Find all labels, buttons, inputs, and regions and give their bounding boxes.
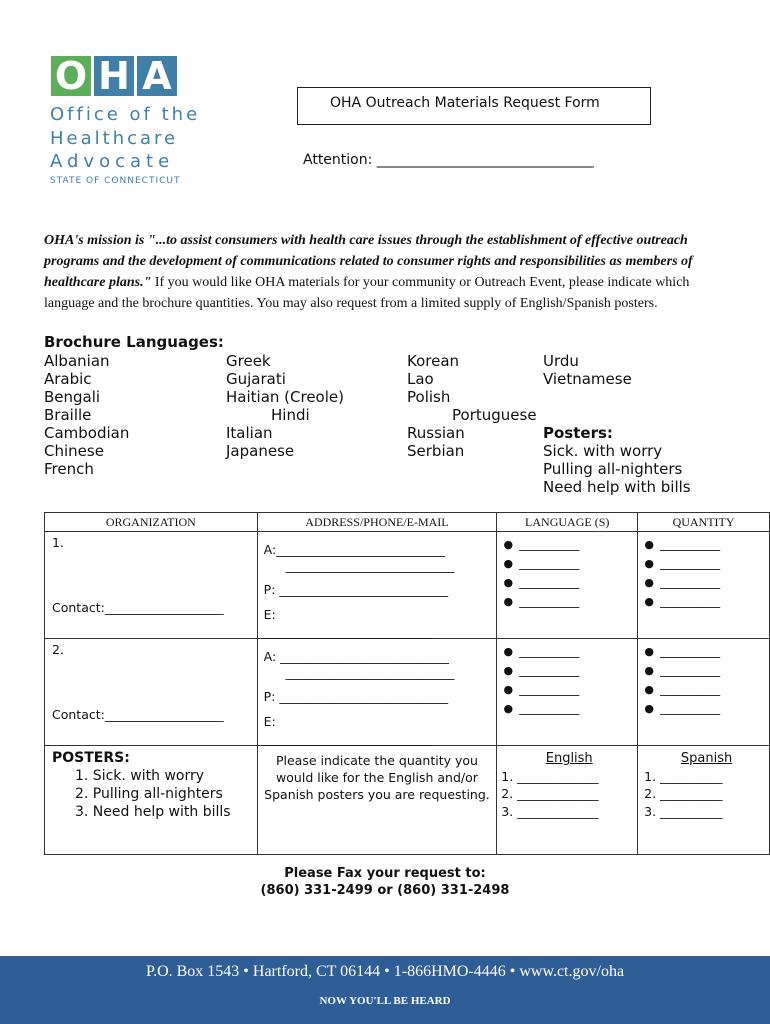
language-entry[interactable]: ● __________ (497, 554, 637, 573)
address-line-2[interactable]: ___________________________ (285, 665, 455, 680)
header-organization: ORGANIZATION (45, 513, 258, 532)
language-column-3 (407, 352, 537, 460)
quantity-cell (638, 639, 770, 746)
posters-table-item: 3. Need help with bills (75, 804, 231, 820)
language-item: Bengali (44, 388, 101, 406)
language-entry[interactable]: ● __________ (497, 535, 637, 554)
fax-instructions: Please Fax your request to: (284, 866, 486, 881)
spanish-posters-cell (638, 746, 770, 855)
header-languages: LANGUAGE (S) (497, 513, 638, 532)
form-title: OHA Outreach Materials Request Form (297, 87, 651, 125)
language-entry[interactable]: ● __________ (497, 592, 637, 611)
language-item: Japanese (226, 442, 295, 460)
mission-instructions: If you would like OHA materials for your community or Outreach Event, please indicate which language and the brochure quantities. You may also request from a limited supply of English/Spanish posters. (44, 275, 690, 311)
quantity-entry[interactable]: ● __________ (638, 535, 769, 554)
posters-heading: Posters: (543, 424, 613, 442)
posters-note: Please indicate the quantity you would like for the English and/or Spanish posters you are requesting. (264, 753, 490, 802)
logo-state: STATE OF CONNECTICUT (50, 176, 181, 186)
logo-line-2: Healthcare (50, 128, 179, 149)
logo-letter-o: O (51, 56, 91, 96)
english-label: English (545, 751, 593, 766)
language-entry[interactable]: ● __________ (497, 680, 637, 699)
posters-cell (45, 746, 258, 855)
posters-table-heading: POSTERS: (52, 750, 130, 766)
bullet-icon: ● (503, 683, 514, 696)
address-cell (257, 639, 497, 746)
address-line-2[interactable]: ___________________________ (285, 558, 455, 573)
contact-field[interactable]: Contact:___________________ (52, 600, 224, 615)
english-quantity-line[interactable]: 2. _____________ (501, 786, 599, 801)
language-item: Lao (407, 370, 434, 388)
header-address: ADDRESS/PHONE/E-MAIL (257, 513, 497, 532)
quantity-entry[interactable]: ● __________ (638, 699, 769, 718)
bullet-icon: ● (503, 595, 514, 608)
organization-cell[interactable] (45, 639, 258, 746)
language-item: Greek (226, 352, 271, 370)
language-item: Chinese (44, 442, 104, 460)
email-line-2[interactable]: ___________________________ (263, 624, 433, 639)
language-column-2 (226, 352, 344, 460)
footer (0, 956, 770, 1024)
table-row (45, 532, 770, 639)
english-quantity-line[interactable]: 3. _____________ (501, 803, 599, 819)
brochure-languages-heading: Brochure Languages: (44, 333, 224, 351)
language-entry[interactable]: ● __________ (497, 573, 637, 592)
language-item: Polish (407, 388, 451, 406)
address-cell (257, 532, 497, 639)
language-entry[interactable]: ● __________ (497, 699, 637, 718)
language-cell (497, 532, 638, 639)
quantity-entry[interactable]: ● __________ (638, 680, 769, 699)
spanish-quantity-line[interactable]: 1. __________ (644, 768, 723, 784)
header-quantity: QUANTITY (638, 513, 770, 532)
logo-letter-h: H (94, 56, 134, 96)
contact-field[interactable]: Contact:___________________ (52, 707, 224, 722)
address-field[interactable]: A:___________________________ (263, 542, 445, 557)
language-entry[interactable]: ● __________ (497, 661, 637, 680)
spanish-quantity-line[interactable]: 3. __________ (644, 803, 723, 819)
footer-address: P.O. Box 1543 • Hartford, CT 06144 • 1-866HMO-4446 • www.ct.gov/oha (145, 963, 625, 980)
logo-line-1: Office of the (50, 104, 201, 125)
language-item: Portuguese (452, 406, 537, 424)
attention-field[interactable]: Attention: _______________________________ (303, 152, 594, 168)
posters-note-cell (257, 746, 497, 855)
bullet-icon: ● (503, 576, 514, 589)
logo-letter-a: A (137, 56, 177, 96)
language-item: Serbian (407, 442, 465, 460)
language-entry[interactable]: ● __________ (497, 642, 637, 661)
language-item: Cambodian (44, 424, 130, 442)
spanish-quantity-line[interactable]: 2. __________ (644, 786, 723, 801)
fax-numbers: (860) 331-2499 or (860) 331-2498 (260, 883, 510, 898)
email-line-2[interactable]: ___________________________ (263, 731, 433, 746)
quantity-cell (638, 532, 770, 639)
footer-tagline: NOW YOU'LL BE HEARD (319, 995, 451, 1007)
bullet-icon: ● (503, 664, 514, 677)
language-item: Haitian (Creole) (226, 388, 344, 406)
bullet-icon: ● (644, 595, 654, 608)
bullet-icon: ● (503, 538, 514, 551)
bullet-icon: ● (644, 645, 654, 658)
language-column-4 (543, 352, 632, 388)
bullet-icon: ● (644, 557, 654, 570)
language-item: Urdu (543, 352, 579, 370)
language-item: Vietnamese (543, 370, 632, 388)
phone-field[interactable]: P: ___________________________ (263, 689, 449, 704)
address-field[interactable]: A: ___________________________ (263, 649, 449, 664)
posters-table-item: 2. Pulling all-nighters (75, 786, 223, 802)
bullet-icon: ● (503, 645, 514, 658)
bullet-icon: ● (644, 683, 654, 696)
language-item: Italian (226, 424, 273, 442)
table-header-row (45, 513, 770, 532)
language-item: Albanian (44, 352, 110, 370)
bullet-icon: ● (644, 576, 654, 589)
row-number: 1. (52, 535, 64, 550)
spanish-label: Spanish (680, 751, 733, 766)
poster-item: Sick. with worry (543, 442, 663, 460)
quantity-entry[interactable]: ● __________ (638, 661, 769, 680)
language-item: Korean (407, 352, 460, 370)
bullet-icon: ● (503, 702, 514, 715)
language-item: Braille (44, 406, 92, 424)
quantity-entry[interactable]: ● __________ (638, 554, 769, 573)
posters-table-item: 1. Sick. with worry (75, 768, 205, 784)
quantity-entry[interactable]: ● __________ (638, 642, 769, 661)
phone-field[interactable]: P: ___________________________ (263, 582, 449, 597)
table-row (45, 639, 770, 746)
bullet-icon: ● (644, 702, 654, 715)
row-number: 2. (52, 642, 64, 657)
language-column-1 (44, 352, 129, 478)
email-field[interactable]: E: (263, 714, 276, 729)
bullet-icon: ● (503, 557, 514, 570)
poster-item: Need help with bills (543, 478, 691, 496)
english-posters-cell (497, 746, 638, 855)
posters-row (45, 746, 770, 855)
language-item: Arabic (44, 370, 92, 388)
request-table (44, 512, 770, 855)
language-item: Gujarati (226, 370, 286, 388)
logo-line-3: Advocate (50, 151, 175, 172)
language-item: French (44, 460, 94, 478)
language-item: Hindi (271, 406, 310, 424)
language-cell (497, 639, 638, 746)
poster-item: Pulling all-nighters (543, 460, 683, 478)
english-quantity-line[interactable]: 1. _____________ (501, 768, 599, 784)
quantity-entry[interactable]: ● __________ (638, 592, 769, 611)
quantity-entry[interactable]: ● __________ (638, 573, 769, 592)
bullet-icon: ● (644, 664, 654, 677)
organization-cell[interactable] (45, 532, 258, 639)
posters-list (543, 424, 691, 496)
mission-statement (44, 230, 734, 314)
language-item: Russian (407, 424, 465, 442)
bullet-icon: ● (644, 538, 654, 551)
email-field[interactable]: E: (263, 607, 276, 622)
mission-quote: OHA's mission is "...to assist consumers with health care issues through the establishment of effective outreach programs and the development of communications related to consumer rights and responsibilities as members of healthcare plans." (44, 233, 693, 290)
